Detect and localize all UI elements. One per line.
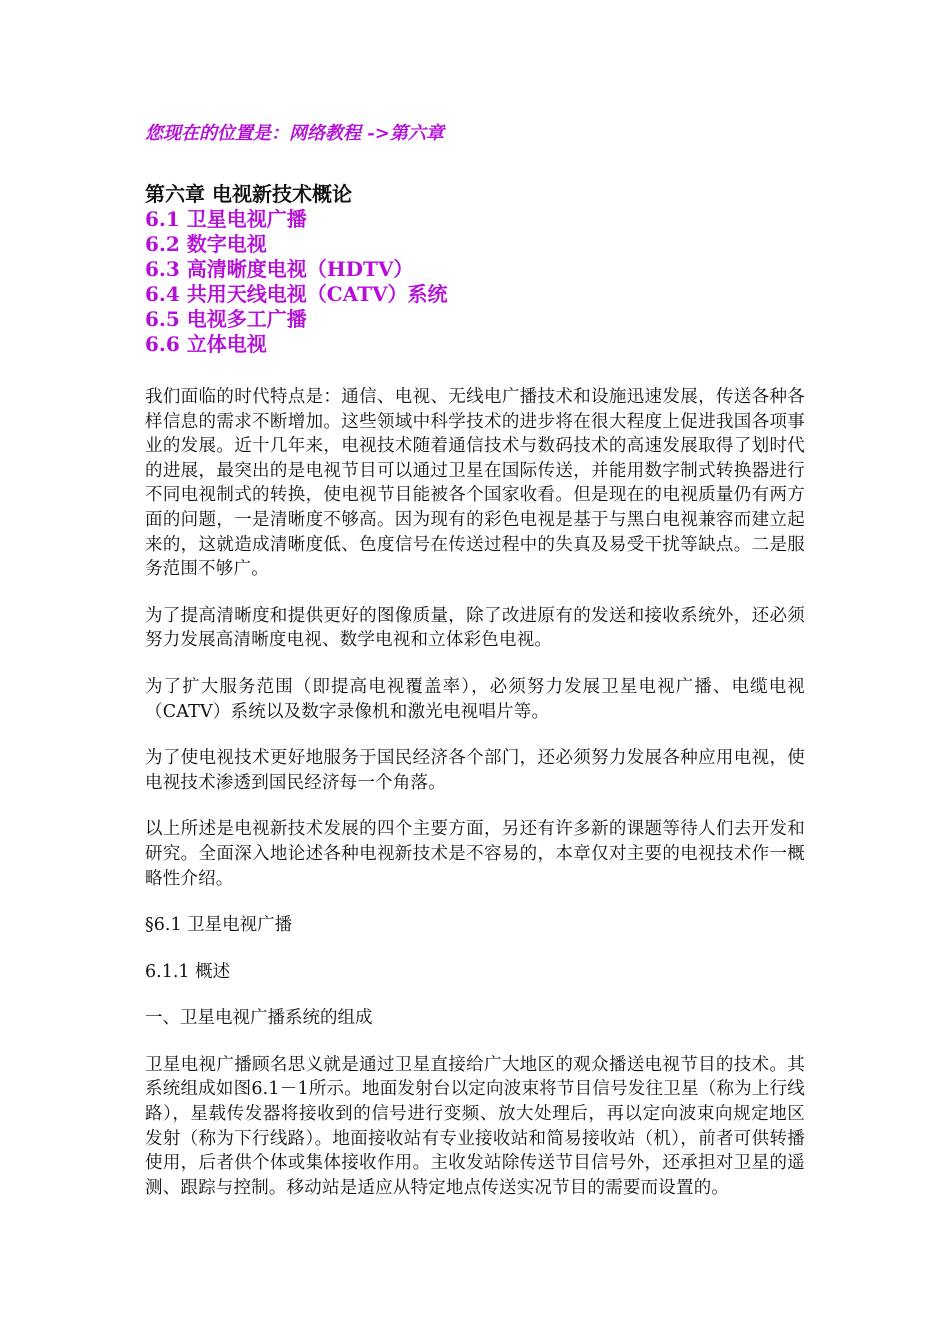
- intro-paragraph: 以上所述是电视新技术发展的四个主要方面，另还有许多新的课题等待人们去开发和研究。全面深入地论述各种电视新技术是不容易的，本章仅对主要的电视技术作一概略性介绍。: [145, 819, 805, 889]
- subheading: 一、卫星电视广播系统的组成: [145, 1008, 373, 1029]
- section-body-paragraph: 卫星电视广播顾名思义就是通过卫星直接给广大地区的观众播送电视节目的技术。其系统组成如图6.1－1所示。地面发射台以定向波束将节目信号发往卫星（称为上行线路），星载传发器将接收到的信号进行变频、放大处理后，再以定向波束向规定地区发射（称为下行线路）。地面接收站有专业接收站和简易接收站（机），前者可供转播使用，后者供个体或集体接收作用。主收发站除传送节目信号外，还承担对卫星的遥测、跟踪与控制。移动站是适应从特定地点传送实况节目的需要而设置的。: [145, 1054, 805, 1198]
- breadcrumb[interactable]: 您现在的位置是：网络教程 ->第六章: [145, 123, 444, 144]
- table-of-contents: [145, 207, 805, 357]
- intro-paragraph: 我们面临的时代特点是：通信、电视、无线电广播技术和设施迅速发展，传送各种各样信息的需求不断增加。这些领域中科学技术的进步将在很大程度上促进我国各项事业的发展。近十几年来，电视技术随着通信技术与数码技术的高速发展取得了划时代的进展，最突出的是电视节目可以通过卫星在国际传送，并能用数字制式转换器进行不同电视制式的转换，使电视节目能被各个国家收看。但是现在的电视质量仍有两方面的问题，一是清晰度不够高。因为现有的彩色电视是基于与黑白电视兼容而建立起来的，这就造成清晰度低、色度信号在传送过程中的失真及易受干扰等缺点。二是服务范围不够广。: [145, 387, 805, 580]
- intro-paragraph: 为了使电视技术更好地服务于国民经济各个部门，还必须努力发展各种应用电视，使电视技术渗透到国民经济每一个角落。: [145, 748, 805, 793]
- intro-paragraph: 为了扩大服务范围（即提高电视覆盖率），必须努力发展卫星电视广播、电缆电视（CATV）系统以及数字录像机和激光电视唱片等。: [145, 676, 805, 722]
- chapter-title: 第六章 电视新技术概论: [145, 182, 352, 206]
- toc-link-6-3[interactable]: 6.3 高清晰度电视（HDTV）: [145, 257, 414, 281]
- section-title: §6.1 卫星电视广播: [145, 915, 293, 936]
- toc-link-6-6[interactable]: 6.6 立体电视: [145, 332, 267, 356]
- toc-link-6-1[interactable]: 6.1 卫星电视广播: [145, 207, 307, 231]
- subsection-title: 6.1.1 概述: [145, 961, 231, 982]
- intro-paragraph: 为了提高清晰度和提供更好的图像质量，除了改进原有的发送和接收系统外，还必须努力发展高清晰度电视、数学电视和立体彩色电视。: [145, 605, 805, 651]
- document-page: [145, 120, 805, 1222]
- toc-link-6-5[interactable]: 6.5 电视多工广播: [145, 307, 307, 331]
- toc-link-6-4[interactable]: 6.4 共用天线电视（CATV）系统: [145, 282, 448, 306]
- toc-link-6-2[interactable]: 6.2 数字电视: [145, 232, 267, 256]
